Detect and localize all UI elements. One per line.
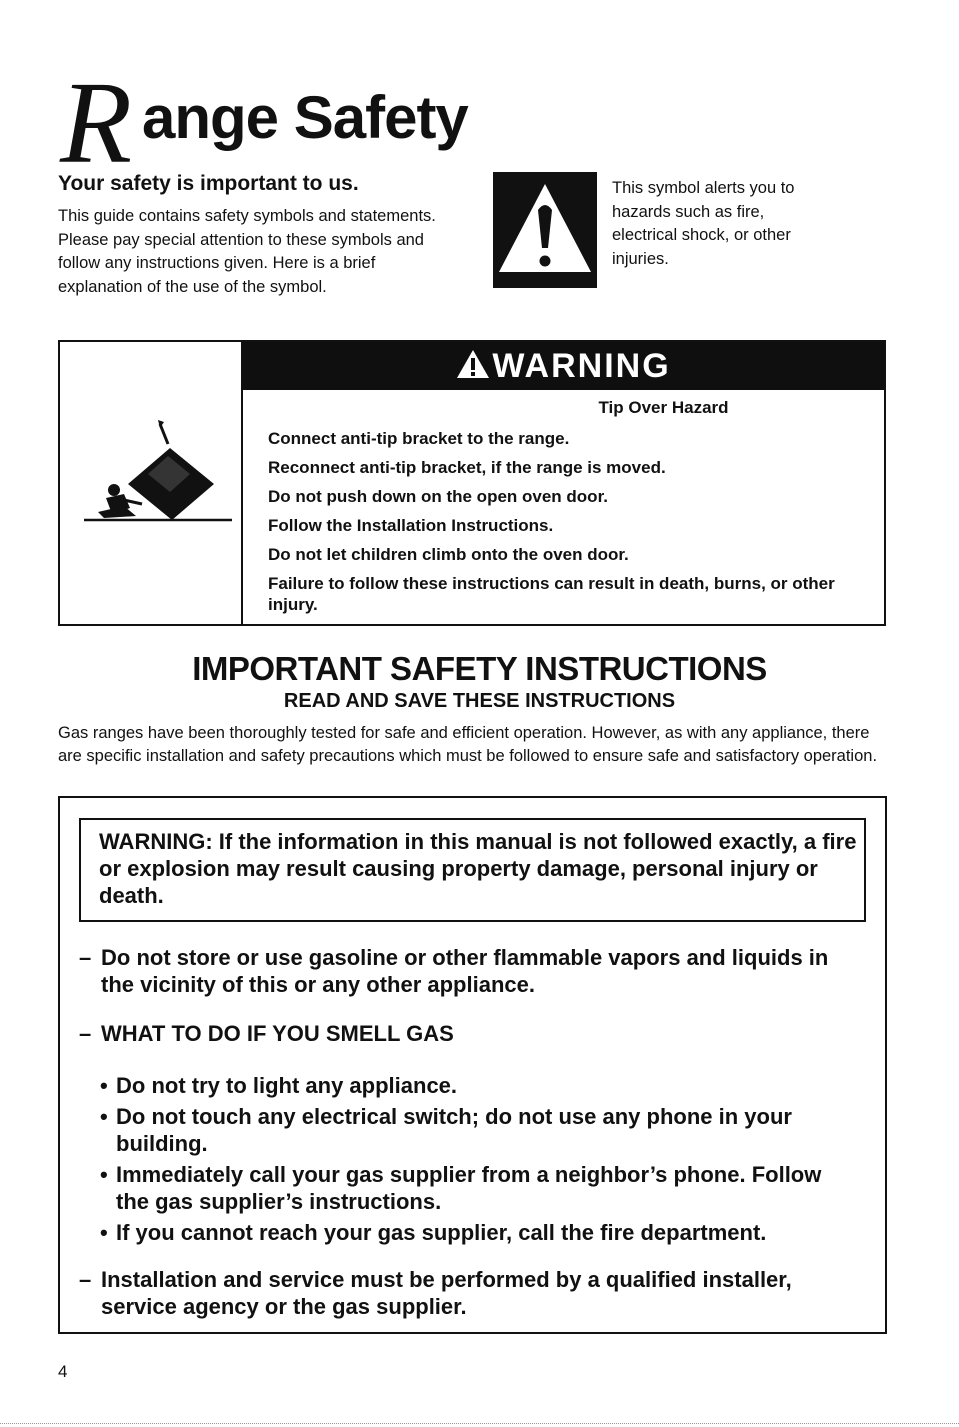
page-number: 4 [58, 1362, 68, 1381]
list-item: Do not let children climb onto the oven door. [268, 545, 629, 564]
tip-over-title: Tip Over Hazard [598, 398, 729, 417]
dash-item-text: Installation and service must be performed by a qualified installer, service agency or the gas supplier. [101, 1267, 792, 1319]
title-initial: R [60, 57, 129, 188]
bullet-marker: • [100, 1104, 108, 1129]
dash-marker: – [79, 1267, 92, 1292]
smell-gas-steps [100, 1072, 860, 1250]
intro-text: This guide contains safety symbols and statements. Please pay special attention to these symbols and follow any instructions given. Here is a brief explanation of the use of the symbol. [58, 207, 436, 296]
bullet-marker: • [100, 1073, 108, 1098]
list-item-text: If you cannot reach your gas supplier, call the fire department. [116, 1220, 767, 1245]
list-item: Connect anti-tip bracket to the range. [268, 429, 570, 448]
tip-over-illustration-icon [84, 420, 232, 530]
warning-triangle-icon [456, 349, 490, 379]
dash-marker: – [79, 1021, 92, 1046]
list-item: Follow the Installation Instructions. [268, 516, 554, 535]
list-item: Reconnect anti-tip bracket, if the range is moved. [268, 458, 666, 477]
list-item [100, 1103, 860, 1157]
warning-banner [243, 342, 884, 390]
dash-marker: – [79, 945, 92, 970]
list-item: Do not push down on the open oven door. [268, 487, 608, 506]
bullet-marker: • [100, 1162, 108, 1187]
dash-item [79, 1020, 859, 1047]
dash-item-text: Do not store or use gasoline or other flammable vapors and liquids in the vicinity of this or any other appliance. [101, 945, 829, 997]
bullet-marker: • [100, 1220, 108, 1245]
list-item [100, 1072, 860, 1099]
dash-item [79, 1266, 869, 1320]
list-item: Failure to follow these instructions can result in death, burns, or other injury. [268, 574, 835, 614]
alert-symbol-description: This symbol alerts you to hazards such as fire, electrical shock, or other injuries. [612, 179, 795, 268]
list-item-text: Immediately call your gas supplier from a neighbor’s phone. Follow the gas supplier’s instructions. [116, 1162, 822, 1214]
tip-over-instructions [268, 428, 868, 623]
dash-item-text: WHAT TO DO IF YOU SMELL GAS [101, 1021, 454, 1046]
list-item-text: Do not touch any electrical switch; do not use any phone in your building. [116, 1104, 792, 1156]
list-item [100, 1161, 860, 1215]
bottom-rule [0, 1423, 959, 1424]
important-subtitle: READ AND SAVE THESE INSTRUCTIONS [283, 690, 676, 712]
alert-triangle-icon [493, 172, 597, 288]
important-text: Gas ranges have been thoroughly tested for safe and efficient operation. However, as with any appliance, there are specific installation and safety precautions which must be followed to ensure safe and satisfactory operation. [58, 724, 878, 765]
dash-item [79, 944, 859, 998]
title-rest: ange Safety [142, 84, 468, 151]
important-title: IMPORTANT SAFETY INSTRUCTIONS [192, 650, 767, 687]
intro-heading: Your safety is important to us. [58, 172, 359, 195]
list-item-text: Do not try to light any appliance. [116, 1073, 458, 1098]
warning-banner-label: WARNING [492, 347, 671, 385]
gas-warning-text: WARNING: If the information in this manual is not followed exactly, a fire or explosion may result causing property damage, personal injury or death. [99, 829, 857, 908]
list-item [100, 1219, 860, 1246]
